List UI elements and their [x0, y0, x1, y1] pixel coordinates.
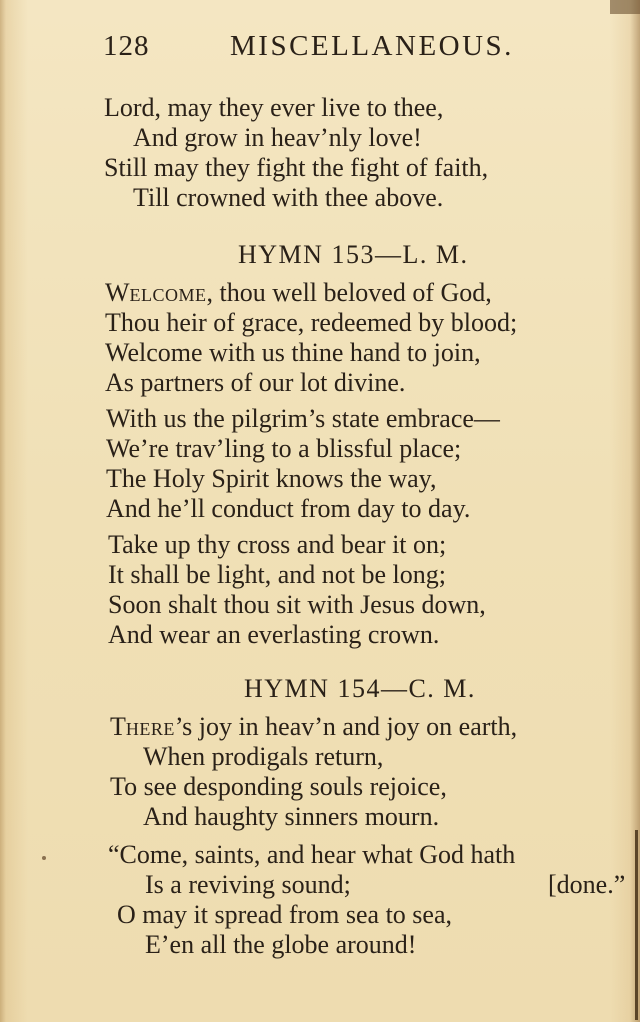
small-caps-word: here — [125, 712, 175, 741]
verse-line: Still may they fight the fight of faith, — [104, 153, 489, 182]
verse-line: And wear an everlasting crown. — [108, 620, 440, 649]
first-line-rest: , thou well beloved of God, — [206, 278, 492, 307]
verse-line: Till crowned with thee above. — [133, 183, 444, 212]
verse-line: With us the pilgrim’s state embrace— — [106, 404, 500, 433]
verse-line: Lord, may they ever live to thee, — [104, 93, 444, 122]
hymn-154-title: HYMN 154—C. M. — [244, 674, 476, 703]
page-corner-shadow — [610, 0, 640, 14]
verse-line: Is a reviving sound; — [145, 870, 351, 899]
verse-line: O may it spread from sea to sea, — [117, 900, 453, 929]
verse-line: Welcome with us thine hand to join, — [105, 338, 481, 367]
verse-line: And haughty sinners mourn. — [143, 802, 440, 831]
turnover-bracket: [done.” — [548, 870, 626, 899]
verse-line: And he’ll conduct from day to day. — [106, 494, 471, 523]
verse-line: We’re trav’ling to a blissful place; — [106, 434, 462, 463]
verse-line: Take up thy cross and bear it on; — [108, 530, 447, 559]
verse-line: Soon shalt thou sit with Jesus down, — [108, 590, 486, 619]
drop-initial: W — [105, 278, 130, 307]
running-title: MISCELLANEOUS. — [230, 30, 514, 62]
verse-line — [110, 712, 517, 742]
small-caps-word: elcome — [129, 278, 207, 307]
verse-line: Thou heir of grace, redeemed by blood; — [105, 308, 518, 337]
drop-initial: T — [110, 712, 126, 741]
verse-line: It shall be light, and not be long; — [108, 560, 446, 589]
verse-line — [105, 278, 492, 308]
verse-line: And grow in heav’nly love! — [133, 123, 422, 152]
verse-line: When prodigals return, — [143, 742, 384, 771]
verse-line: The Holy Spirit knows the way, — [106, 464, 437, 493]
page-edge-shadow — [635, 830, 638, 1020]
hymn-153-title: HYMN 153—L. M. — [238, 240, 469, 269]
verse-line: “Come, saints, and hear what God hath — [108, 840, 516, 869]
verse-line: To see desponding souls rejoice, — [110, 772, 447, 801]
verse-line: As partners of our lot divine. — [105, 368, 406, 397]
verse-line: E’en all the globe around! — [145, 930, 417, 959]
first-line-rest: ’s joy in heav’n and joy on earth, — [174, 712, 518, 741]
page-header — [0, 30, 640, 76]
paper-speck — [42, 856, 46, 860]
page-number: 128 — [103, 30, 150, 62]
